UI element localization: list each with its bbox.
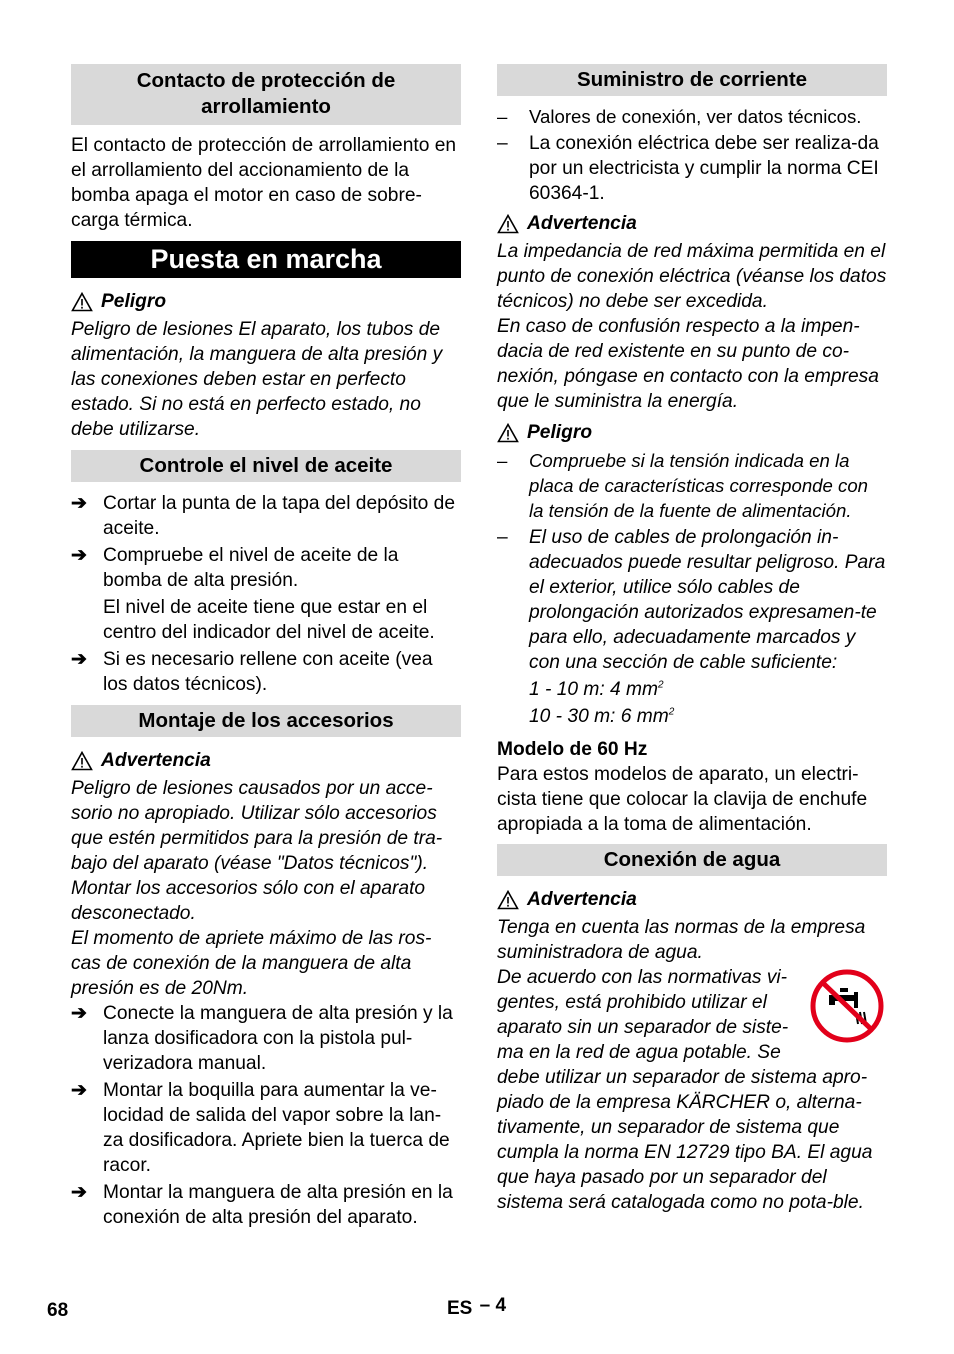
warning-triangle-icon <box>497 214 519 234</box>
water-warning-text-2a: De acuerdo con las normativas vi-gentes, está prohibido utilizar el aparato sin un separador de siste-ma en la red de agua potable. Se <box>497 967 789 1063</box>
section-header-accessories: Montaje de los accesorios <box>71 705 461 737</box>
section-header-water: Conexión de agua <box>497 844 887 876</box>
peligro-warning <box>497 420 887 445</box>
warning-triangle-icon <box>497 423 519 443</box>
water-warning-block <box>497 965 887 1065</box>
acc-warning-text-1: Peligro de lesiones causados por un acce-sorio no apropiado. Utilizar sólo accesorios que estén permitidos para la presión de tra-bajo del aparato (véase "Datos técnicos"). <box>71 778 443 874</box>
power-warning-text-2: En caso de confusión respecto a la impen-dacia de red existente en su punto de co-nexión, póngase en contacto con la empresa que le suministra la energía. <box>497 316 879 412</box>
water-warning-text-1: Tenga en cuenta las normas de la empresa suministradora de agua. <box>497 917 866 963</box>
advertencia-label: Advertencia <box>527 889 637 910</box>
oil-note: El nivel de aceite tiene que estar en el centro del indicador del nivel de aceite. <box>103 597 435 643</box>
list-item: ➔ Montar la manguera de alta presión en la conexión de alta presión del aparato. <box>71 1182 453 1228</box>
power-warning-text-1: La impedancia de red máxima permitida en el punto de conexión eléctrica (véanse los datos técnicos) no debe ser excedida. <box>497 241 887 312</box>
list-item: – Valores de conexión, ver datos técnicos. <box>497 106 862 127</box>
cable-spec-1: 1 - 10 m: 4 $mm^2$ <box>529 679 664 700</box>
section-header-power: Suministro de corriente <box>497 64 887 96</box>
cable-spec-2: 10 - 30 m: 6 $mm^2$ <box>529 706 675 727</box>
advertencia-warning <box>497 887 887 912</box>
arrow-right-icon: ➔ <box>71 545 88 566</box>
advertencia-label: Advertencia <box>527 213 637 234</box>
page-number: 68 <box>47 1300 69 1321</box>
contact-text: El contacto de protección de arrollamiento en el arrollamiento del accionamiento de la bomba apaga el motor en caso de sobre-carga térmica. <box>71 135 457 231</box>
peligro-warning <box>71 289 461 314</box>
advertencia-warning <box>71 748 461 773</box>
arrow-right-icon: ➔ <box>71 649 88 670</box>
acc-warning-text-3: El momento de apriete máximo de las ros-cas de conexión de la manguera de alta presión es de 20Nm. <box>71 928 432 999</box>
warning-triangle-icon <box>71 751 93 771</box>
footer-language: ES – 4 <box>447 1295 507 1319</box>
page-title-puesta-en-marcha: Puesta en marcha <box>71 241 461 278</box>
section-header-contact: Contacto de protección de arrollamiento <box>71 64 461 125</box>
list-item: – Compruebe si la tensión indicada en la placa de características corresponde con la tensión de la fuente de alimentación. <box>497 450 868 521</box>
arrow-right-icon: ➔ <box>71 1003 88 1024</box>
advertencia-warning <box>497 211 887 236</box>
acc-warning-text-2: Montar los accesorios sólo con el aparato desconectado. <box>71 878 426 924</box>
peligro-text: Peligro de lesiones El aparato, los tubos de alimentación, la manguera de alta presión y las conexiones deben estar en perfecto estado. Si no está en perfecto estado, no debe utilizarse. <box>71 319 443 440</box>
arrow-right-icon: ➔ <box>71 1182 88 1203</box>
arrow-right-icon: ➔ <box>71 1080 88 1101</box>
water-warning-text-2b: debe utilizar un separador de sistema apro-piado de la empresa KÄRCHER o, alterna-tivamente, un separador de sistema que cumpla la norma EN 12729 tipo BA. El agua que haya pasado por un separador del sistema será catalogada como no pota-ble. <box>497 1067 873 1213</box>
list-item: – La conexión eléctrica debe ser realiza-da por un electricista y cumplir la norma CEI 60364-1. <box>497 133 879 204</box>
list-item: ➔ Cortar la punta de la tapa del depósito de aceite. <box>71 493 456 539</box>
left-column <box>71 64 461 1230</box>
list-item: ➔ Montar la boquilla para aumentar la ve-locidad de salida del vapor sobre la lan-za dosificadora. Apriete bien la tuerca de racor. <box>71 1080 450 1176</box>
model-text: Para estos modelos de aparato, un electri-cista tiene que colocar la clavija de enchufe apropiada a la toma de alimentación. <box>497 764 868 835</box>
advertencia-label: Advertencia <box>101 750 211 771</box>
right-column <box>497 64 887 1215</box>
section-header-oil: Controle el nivel de aceite <box>71 450 461 482</box>
peligro-label: Peligro <box>527 422 593 443</box>
model-heading: Modelo de 60 Hz <box>497 739 648 760</box>
list-item: ➔ Compruebe el nivel de aceite de la bomba de alta presión. <box>71 545 399 591</box>
peligro-label: Peligro <box>101 291 167 312</box>
no-drinking-water-icon <box>809 968 885 1044</box>
warning-triangle-icon <box>497 890 519 910</box>
list-item: ➔ Conecte la manguera de alta presión y la lanza dosificadora con la pistola pul-verizadora manual. <box>71 1003 453 1074</box>
list-item: ➔ Si es necesario rellene con aceite (vea los datos técnicos). <box>71 649 433 695</box>
list-item: – El uso de cables de prolongación in-adecuados puede resultar peligroso. Para el exterior, utilice sólo cables de prolongación autorizados expresamen-te para ello, adecuadamente marcados y con una sección de cable suficiente: <box>497 527 886 673</box>
arrow-right-icon: ➔ <box>71 493 88 514</box>
warning-triangle-icon <box>71 292 93 312</box>
